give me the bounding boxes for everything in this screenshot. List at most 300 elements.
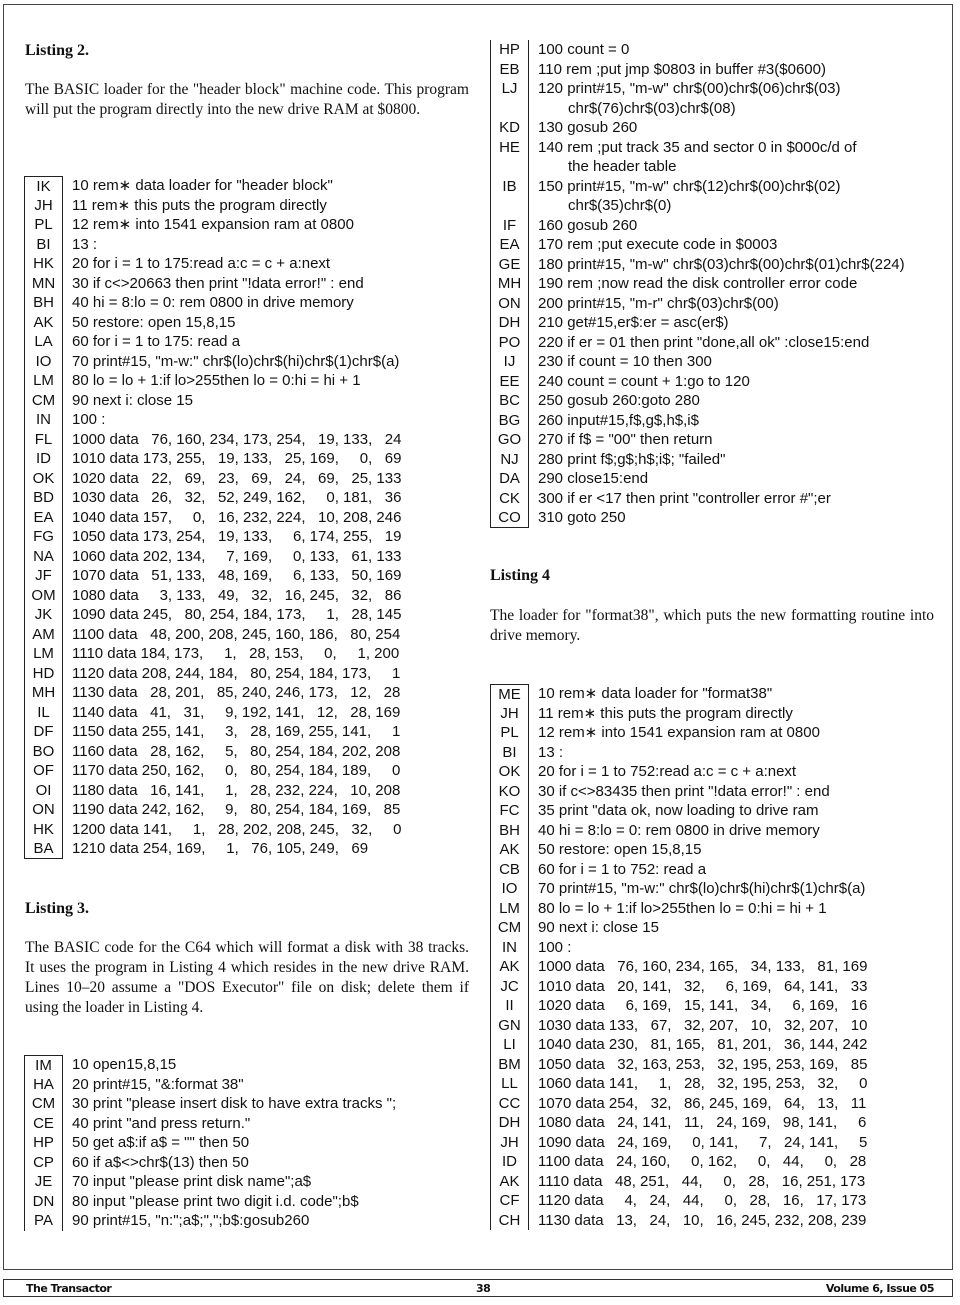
listing-3-code <box>24 1055 464 1231</box>
code-line <box>24 527 464 547</box>
checksum-code: ON <box>490 294 529 314</box>
checksum-code: CM <box>24 391 63 411</box>
checksum-code: OF <box>24 761 63 781</box>
basic-line: chr$(76)chr$(03)chr$(08) <box>568 99 736 117</box>
code-line <box>24 488 464 508</box>
basic-line: 60 for i = 1 to 752: read a <box>538 860 707 878</box>
checksum-code: DH <box>490 1113 529 1133</box>
basic-line: 1110 data 48, 251, 44, 0, 28, 16, 251, 173 <box>538 1172 866 1190</box>
basic-line: 1090 data 245, 80, 254, 184, 173, 1, 28, 145 <box>72 606 402 623</box>
basic-line: 310 goto 250 <box>538 509 626 526</box>
code-line <box>24 742 464 762</box>
checksum-code: IF <box>490 216 529 236</box>
checksum-code: DF <box>24 722 63 742</box>
code-line <box>490 1074 935 1094</box>
code-line <box>24 430 464 450</box>
basic-line: 150 print#15, "m-w" chr$(12)chr$(00)chr$(02) <box>538 177 841 195</box>
basic-line: 1010 data 173, 255, 19, 133, 25, 169, 0, 69 <box>72 450 402 467</box>
code-line <box>24 508 464 528</box>
basic-line: 1130 data 13, 24, 10, 16, 245, 232, 208, 239 <box>538 1211 867 1229</box>
basic-line: 180 print#15, "m-w" chr$(03)chr$(00)chr$(01)chr$(224) <box>538 255 905 273</box>
checksum-code: CH <box>490 1211 529 1231</box>
basic-line: 50 restore: open 15,8,15 <box>538 841 702 858</box>
basic-line: 1190 data 242, 162, 9, 80, 254, 184, 169, 85 <box>72 801 401 818</box>
checksum-code: HP <box>24 1133 63 1153</box>
code-line <box>24 566 464 586</box>
checksum-code: CF <box>490 1191 529 1211</box>
basic-line: 30 print "please insert disk to have extra tracks "; <box>72 1095 397 1112</box>
basic-line: 230 if count = 10 then 300 <box>538 353 712 370</box>
basic-line: 1160 data 28, 162, 5, 80, 254, 184, 202, 208 <box>72 742 401 760</box>
basic-line: 1060 data 141, 1, 28, 32, 195, 253, 32, 0 <box>538 1075 868 1092</box>
basic-line: 20 for i = 1 to 752:read a:c = c + a:next <box>538 763 797 780</box>
checksum-code <box>490 196 529 216</box>
code-line <box>490 938 935 958</box>
basic-line: 1050 data 32, 163, 253, 32, 195, 253, 169, 85 <box>538 1055 868 1073</box>
code-line <box>490 60 935 80</box>
basic-line: 1080 data 3, 133, 49, 32, 16, 245, 32, 86 <box>72 586 402 604</box>
checksum-code: OK <box>24 469 63 489</box>
checksum-code: JK <box>24 605 63 625</box>
checksum-code: IN <box>24 410 63 430</box>
code-line <box>490 1191 935 1211</box>
checksum-code: AK <box>24 313 63 333</box>
basic-line: 60 if a$<>chr$(13) then 50 <box>72 1153 249 1171</box>
basic-line: 80 input "please print two digit i.d. code";b$ <box>72 1192 359 1210</box>
listing-2-code <box>24 176 464 859</box>
basic-line: 13 : <box>72 235 98 253</box>
basic-line: 220 if er = 01 then print "done,all ok" :close15:end <box>538 333 870 351</box>
code-line <box>490 196 935 216</box>
code-line <box>24 1211 464 1231</box>
checksum-code: LL <box>490 1074 529 1094</box>
listing-4-heading: Listing 4 <box>490 567 551 584</box>
checksum-code: BO <box>24 742 63 762</box>
basic-line: 90 next i: close 15 <box>538 919 659 936</box>
listing-2-description: The BASIC loader for the "header block" machine code. This program will put the program directly into the new drive RAM at $0800. <box>25 81 469 118</box>
basic-line: 140 rem ;put track 35 and sector 0 in $000c/d of <box>538 138 857 156</box>
basic-line: 200 print#15, "m-r" chr$(03)chr$(00) <box>538 294 779 312</box>
code-line <box>24 176 464 196</box>
code-line <box>490 333 935 353</box>
basic-line: 170 rem ;put execute code in $0003 <box>538 236 778 253</box>
basic-line: 210 get#15,er$:er = asc(er$) <box>538 314 729 331</box>
basic-line: 1210 data 254, 169, 1, 76, 105, 249, 69 <box>72 840 369 857</box>
code-line <box>24 547 464 567</box>
checksum-code: DN <box>24 1192 63 1212</box>
checksum-code <box>490 99 529 119</box>
code-line <box>490 391 935 411</box>
code-line <box>490 274 935 294</box>
basic-line: 70 input "please print disk name";a$ <box>72 1173 312 1190</box>
checksum-code: BM <box>490 1055 529 1075</box>
checksum-code: BD <box>24 488 63 508</box>
page-footer <box>3 1279 953 1297</box>
checksum-code: BH <box>24 293 63 313</box>
code-line <box>490 1094 935 1114</box>
page-number: 38 <box>476 1281 491 1295</box>
basic-line: 270 if f$ = "00" then return <box>538 431 713 448</box>
basic-line: 1090 data 24, 169, 0, 141, 7, 24, 141, 5 <box>538 1133 868 1151</box>
code-line <box>24 254 464 274</box>
code-line <box>490 782 935 802</box>
code-line <box>490 762 935 782</box>
checksum-code: AM <box>24 625 63 645</box>
basic-line: 50 restore: open 15,8,15 <box>72 313 236 331</box>
code-line <box>24 605 464 625</box>
basic-line: 30 if c<>83435 then print "!data error!" : end <box>538 782 830 800</box>
checksum-code: AK <box>490 957 529 977</box>
code-line <box>24 235 464 255</box>
checksum-code: FC <box>490 801 529 821</box>
code-line <box>24 1094 464 1114</box>
checksum-code: EA <box>24 508 63 528</box>
basic-line: 60 for i = 1 to 175: read a <box>72 333 241 350</box>
basic-line: 1100 data 48, 200, 208, 245, 160, 186, 80, 254 <box>72 625 401 643</box>
checksum-code: HK <box>24 254 63 274</box>
checksum-code: CM <box>24 1094 63 1114</box>
basic-line: 90 print#15, "n:";a$;",";b$:gosub260 <box>72 1212 310 1229</box>
checksum-code: HA <box>24 1075 63 1095</box>
checksum-code: CP <box>24 1153 63 1173</box>
code-line <box>24 293 464 313</box>
basic-line: 120 print#15, "m-w" chr$(00)chr$(06)chr$(03) <box>538 80 841 97</box>
code-line <box>490 996 935 1016</box>
code-line <box>490 255 935 275</box>
checksum-code: HK <box>24 820 63 840</box>
basic-line: 1020 data 6, 169, 15, 141, 34, 6, 169, 16 <box>538 997 868 1014</box>
basic-line: 1040 data 230, 81, 165, 81, 201, 36, 144, 242 <box>538 1036 868 1053</box>
code-line <box>24 1172 464 1192</box>
checksum-code: MH <box>490 274 529 294</box>
code-line <box>24 820 464 840</box>
basic-line: 100 : <box>538 938 572 956</box>
basic-line: 250 gosub 260:goto 280 <box>538 392 700 409</box>
code-line <box>490 235 935 255</box>
checksum-code: HE <box>490 138 529 158</box>
checksum-code: LM <box>24 371 63 391</box>
code-line <box>490 40 935 60</box>
basic-line: 1140 data 41, 31, 9, 192, 141, 12, 28, 169 <box>72 703 401 721</box>
checksum-code: LM <box>24 644 63 664</box>
basic-line: chr$(35)chr$(0) <box>568 197 672 214</box>
basic-line: 1040 data 157, 0, 16, 232, 224, 10, 208, 246 <box>72 508 402 526</box>
basic-line: 1030 data 26, 32, 52, 249, 162, 0, 181, 36 <box>72 489 402 506</box>
basic-line: 1180 data 16, 141, 1, 28, 232, 224, 10, 208 <box>72 781 401 799</box>
code-line <box>24 196 464 216</box>
checksum-code: IN <box>490 938 529 958</box>
checksum-code: CB <box>490 860 529 880</box>
checksum-code: ID <box>24 449 63 469</box>
checksum-code: EA <box>490 235 529 255</box>
checksum-code: CE <box>24 1114 63 1134</box>
checksum-code: GE <box>490 255 529 275</box>
checksum-code: CC <box>490 1094 529 1114</box>
listing-4-code <box>490 684 935 1230</box>
code-line <box>490 723 935 743</box>
basic-line: 1120 data 4, 24, 44, 0, 28, 16, 17, 173 <box>538 1192 867 1209</box>
checksum-code: ID <box>490 1152 529 1172</box>
checksum-code: PL <box>24 215 63 235</box>
code-line <box>24 371 464 391</box>
basic-line: 1000 data 76, 160, 234, 165, 34, 133, 81, 169 <box>538 958 868 975</box>
checksum-code: BI <box>24 235 63 255</box>
basic-line: 80 lo = lo + 1:if lo>255then lo = 0:hi = hi + 1 <box>72 372 361 389</box>
checksum-code: II <box>490 996 529 1016</box>
code-line <box>24 800 464 820</box>
code-line <box>24 410 464 430</box>
listing-3-code-continued <box>490 40 935 528</box>
basic-line: 100 count = 0 <box>538 41 630 58</box>
checksum-code: DA <box>490 469 529 489</box>
basic-line: 1060 data 202, 134, 7, 169, 0, 133, 61, 133 <box>72 547 402 565</box>
checksum-code: KD <box>490 118 529 138</box>
checksum-code: OI <box>24 781 63 801</box>
code-line <box>490 352 935 372</box>
basic-line: 190 rem ;now read the disk controller error code <box>538 275 858 292</box>
code-line <box>24 1153 464 1173</box>
checksum-code: KO <box>490 782 529 802</box>
code-line <box>24 664 464 684</box>
listing-3-heading: Listing 3. <box>25 900 90 917</box>
checksum-code: BC <box>490 391 529 411</box>
checksum-code: PA <box>24 1211 63 1231</box>
basic-line: 100 : <box>72 411 106 428</box>
checksum-code: OK <box>490 762 529 782</box>
basic-line: 13 : <box>538 743 564 761</box>
code-line <box>24 1114 464 1134</box>
code-line <box>490 704 935 724</box>
publication-name: The Transactor <box>26 1281 112 1295</box>
basic-line: 40 hi = 8:lo = 0: rem 0800 in drive memory <box>72 294 354 311</box>
basic-line: 10 open15,8,15 <box>72 1056 177 1073</box>
checksum-code: ME <box>490 684 529 704</box>
basic-line: 1170 data 250, 162, 0, 80, 254, 184, 189, 0 <box>72 762 401 779</box>
code-line <box>24 586 464 606</box>
code-line <box>490 1113 935 1133</box>
code-line <box>490 1152 935 1172</box>
basic-line: 130 gosub 260 <box>538 119 638 136</box>
code-line <box>490 918 935 938</box>
checksum-code: NA <box>24 547 63 567</box>
basic-line: 70 print#15, "m-w:" chr$(lo)chr$(hi)chr$(1)chr$(a) <box>72 352 400 370</box>
basic-line: 10 rem∗ data loader for "header block" <box>72 177 333 194</box>
checksum-code: GO <box>490 430 529 450</box>
basic-line: 40 hi = 8:lo = 0: rem 0800 in drive memory <box>538 821 820 839</box>
code-line <box>24 215 464 235</box>
code-line <box>490 684 935 704</box>
checksum-code: IJ <box>490 352 529 372</box>
code-line <box>24 1133 464 1153</box>
code-line <box>24 332 464 352</box>
basic-line: 160 gosub 260 <box>538 216 638 234</box>
listing-2-heading: Listing 2. <box>25 42 90 59</box>
code-line <box>24 469 464 489</box>
basic-line: 110 rem ;put jmp $0803 in buffer #3($0600) <box>538 60 826 78</box>
checksum-code: IL <box>24 703 63 723</box>
code-line <box>490 313 935 333</box>
basic-line: 1110 data 184, 173, 1, 28, 153, 0, 1, 200 <box>72 645 400 662</box>
checksum-code: IK <box>24 176 63 196</box>
checksum-code: ON <box>24 800 63 820</box>
code-line <box>490 216 935 236</box>
code-line <box>490 450 935 470</box>
checksum-code: HP <box>490 40 529 60</box>
basic-line: 1100 data 24, 160, 0, 162, 0, 44, 0, 28 <box>538 1153 867 1170</box>
checksum-code: GN <box>490 1016 529 1036</box>
code-line <box>490 177 935 197</box>
checksum-code: PO <box>490 333 529 353</box>
code-line <box>24 1075 464 1095</box>
code-line <box>490 1133 935 1153</box>
code-line <box>490 469 935 489</box>
basic-line: 35 print "data ok, now loading to drive ram <box>538 802 819 819</box>
basic-line: 240 count = count + 1:go to 120 <box>538 372 750 390</box>
code-line <box>490 1172 935 1192</box>
code-line <box>24 683 464 703</box>
basic-line: 12 rem∗ into 1541 expansion ram at 0800 <box>72 216 354 233</box>
checksum-code: IO <box>24 352 63 372</box>
checksum-code: JH <box>24 196 63 216</box>
code-line <box>24 449 464 469</box>
basic-line: 30 if c<>20663 then print "!data error!" : end <box>72 274 364 292</box>
checksum-code: JC <box>490 977 529 997</box>
checksum-code: IM <box>24 1055 63 1075</box>
code-line <box>24 703 464 723</box>
code-line <box>490 860 935 880</box>
basic-line: the header table <box>568 158 677 175</box>
code-line <box>24 352 464 372</box>
code-line <box>490 411 935 431</box>
checksum-code: FL <box>24 430 63 450</box>
basic-line: 280 print f$;g$;h$;i$; "failed" <box>538 450 726 468</box>
code-line <box>24 313 464 333</box>
basic-line: 12 rem∗ into 1541 expansion ram at 0800 <box>538 724 820 741</box>
basic-line: 1070 data 254, 32, 86, 245, 169, 64, 13, 11 <box>538 1094 867 1112</box>
code-line <box>490 879 935 899</box>
code-line <box>24 625 464 645</box>
checksum-code: CM <box>490 918 529 938</box>
code-line <box>24 1055 464 1075</box>
checksum-code: JH <box>490 704 529 724</box>
checksum-code: DH <box>490 313 529 333</box>
code-line <box>24 781 464 801</box>
code-line <box>24 1192 464 1212</box>
basic-line: 70 print#15, "m-w:" chr$(lo)chr$(hi)chr$(1)chr$(a) <box>538 880 866 897</box>
issue-label: Volume 6, Issue 05 <box>825 1281 934 1295</box>
checksum-code: IB <box>490 177 529 197</box>
checksum-code: PL <box>490 723 529 743</box>
checksum-code: LJ <box>490 79 529 99</box>
basic-line: 10 rem∗ data loader for "format38" <box>538 685 773 702</box>
code-line <box>490 430 935 450</box>
checksum-code: BI <box>490 743 529 763</box>
basic-line: 1050 data 173, 254, 19, 133, 6, 174, 255, 19 <box>72 528 402 545</box>
listing-4-description: The loader for "format38", which puts the new formatting routine into drive memory. <box>490 607 934 644</box>
basic-line: 11 rem∗ this puts the program directly <box>538 704 793 722</box>
checksum-code: LM <box>490 899 529 919</box>
code-line <box>490 508 935 528</box>
checksum-code: CK <box>490 489 529 509</box>
checksum-code: IO <box>490 879 529 899</box>
basic-line: 300 if er <17 then print "controller error #";er <box>538 489 831 507</box>
checksum-code: EB <box>490 60 529 80</box>
listing-3-description: The BASIC code for the C64 which will format a disk with 38 tracks. It uses the program in Listing 4 which resides in the new drive RAM. Lines 10–20 assume a "DOS Executor" file on disk; delete them if using the loader in Listing 4. <box>25 939 469 1016</box>
code-line <box>490 957 935 977</box>
code-line <box>24 274 464 294</box>
checksum-code: BG <box>490 411 529 431</box>
basic-line: 1130 data 28, 201, 85, 240, 246, 173, 12, 28 <box>72 684 401 701</box>
checksum-code: EE <box>490 372 529 392</box>
basic-line: 90 next i: close 15 <box>72 391 193 409</box>
code-line <box>490 489 935 509</box>
code-line <box>490 79 935 99</box>
code-line <box>490 1016 935 1036</box>
checksum-code: JF <box>24 566 63 586</box>
code-line <box>490 899 935 919</box>
checksum-code: BH <box>490 821 529 841</box>
code-line <box>490 840 935 860</box>
basic-line: 80 lo = lo + 1:if lo>255then lo = 0:hi = hi + 1 <box>538 899 827 917</box>
checksum-code <box>490 157 529 177</box>
basic-line: 260 input#15,f$,g$,h$,i$ <box>538 411 699 429</box>
checksum-code: FG <box>24 527 63 547</box>
code-line <box>490 977 935 997</box>
code-line <box>24 839 464 859</box>
checksum-code: LA <box>24 332 63 352</box>
basic-line: 1080 data 24, 141, 11, 24, 169, 98, 141, 6 <box>538 1114 867 1131</box>
checksum-code: JH <box>490 1133 529 1153</box>
code-line <box>490 372 935 392</box>
checksum-code: JE <box>24 1172 63 1192</box>
basic-line: 1010 data 20, 141, 32, 6, 169, 64, 141, 33 <box>538 977 868 995</box>
code-line <box>490 1055 935 1075</box>
checksum-code: NJ <box>490 450 529 470</box>
checksum-code: CO <box>490 508 529 528</box>
checksum-code: OM <box>24 586 63 606</box>
code-line <box>24 644 464 664</box>
code-line <box>490 99 935 119</box>
basic-line: 1000 data 76, 160, 234, 173, 254, 19, 133, 24 <box>72 430 402 448</box>
checksum-code: AK <box>490 840 529 860</box>
code-line <box>490 1211 935 1231</box>
checksum-code: HD <box>24 664 63 684</box>
checksum-code: MH <box>24 683 63 703</box>
basic-line: 20 print#15, "&:format 38" <box>72 1075 244 1093</box>
basic-line: 1120 data 208, 244, 184, 80, 254, 184, 173, 1 <box>72 664 401 682</box>
code-line <box>490 743 935 763</box>
basic-line: 40 print "and press return." <box>72 1114 251 1132</box>
code-line <box>24 761 464 781</box>
checksum-code: BA <box>24 839 63 859</box>
basic-line: 20 for i = 1 to 175:read a:c = c + a:next <box>72 255 331 272</box>
basic-line: 1200 data 141, 1, 28, 202, 208, 245, 32, 0 <box>72 820 402 838</box>
code-line <box>490 801 935 821</box>
basic-line: 1020 data 22, 69, 23, 69, 24, 69, 25, 133 <box>72 469 402 487</box>
checksum-code: AK <box>490 1172 529 1192</box>
code-line <box>490 1035 935 1055</box>
checksum-code: MN <box>24 274 63 294</box>
basic-line: 1030 data 133, 67, 32, 207, 10, 32, 207, 10 <box>538 1016 868 1034</box>
code-line <box>490 118 935 138</box>
basic-line: 1150 data 255, 141, 3, 28, 169, 255, 141, 1 <box>72 723 401 740</box>
basic-line: 1070 data 51, 133, 48, 169, 6, 133, 50, 169 <box>72 567 402 584</box>
code-line <box>490 157 935 177</box>
code-line <box>24 722 464 742</box>
checksum-code: LI <box>490 1035 529 1055</box>
basic-line: 290 close15:end <box>538 470 649 487</box>
code-line <box>490 821 935 841</box>
